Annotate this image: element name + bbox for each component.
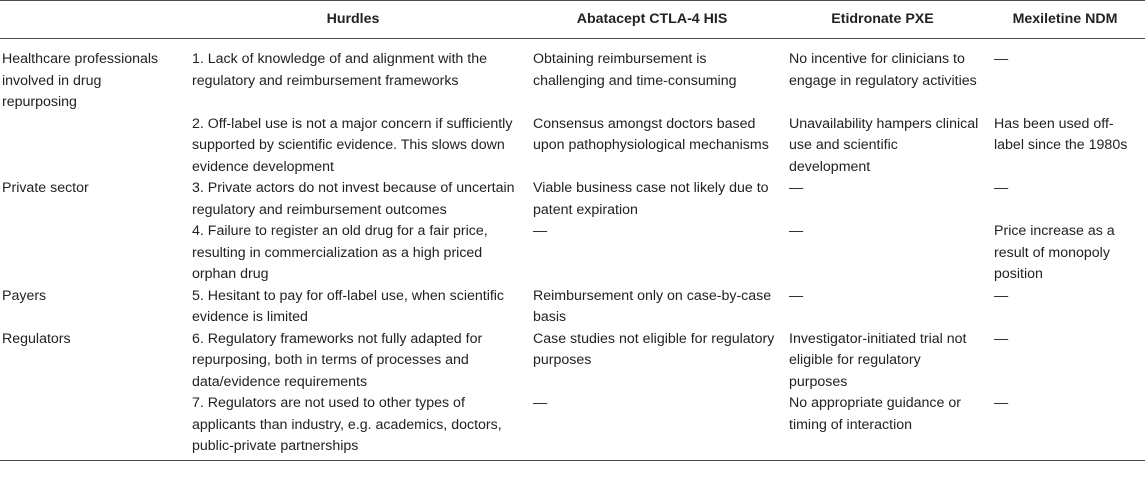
table-row [0,221,1145,286]
abatacept-cell: — [524,393,780,460]
etidronate-cell: No incentive for clinicians to engage in regulatory activities [789,51,977,89]
hurdle-cell: 1. Lack of knowledge of and alignment with the regulatory and reimbursement frameworks [192,51,487,89]
header-etidronate: Etidronate PXE [780,1,985,39]
hurdle-cell: 7. Regulators are not used to other types of applicants than industry, e.g. academics, doctors, public-private partnerships [182,393,524,460]
stakeholder-cell [0,393,182,460]
table-row [0,178,1145,221]
stakeholder-cell: Regulators [2,330,71,347]
hurdle-cell: 6. Regulatory frameworks not fully adapted for repurposing, both in terms of processes and data/evidence requirements [192,330,483,390]
table-row [0,329,1145,394]
abatacept-cell: Case studies not eligible for regulatory purposes [533,330,775,368]
header-mexiletine: Mexiletine NDM [985,1,1145,39]
table-row [0,393,1145,460]
mexiletine-cell: — [994,180,1009,196]
hurdle-cell: 4. Failure to register an old drug for a fair price, resulting in commercialization as a high priced orphan drug [192,223,488,282]
abatacept-cell: Consensus amongst doctors based upon pathophysiological mechanisms [533,115,769,153]
mexiletine-cell: — [994,330,1009,347]
stakeholder-cell [0,221,182,286]
mexiletine-cell: Has been used off-label since the 1980s [994,115,1128,153]
etidronate-cell: Investigator-initiated trial not eligible for regulatory purposes [789,330,967,390]
table-body [0,39,1145,461]
hurdle-cell: 5. Hesitant to pay for off-label use, when scientific evidence is limited [192,287,505,325]
etidronate-cell: — [789,287,804,304]
etidronate-cell: — [789,180,804,196]
abatacept-cell: — [533,223,548,239]
header-stakeholder [0,1,182,39]
table-row [0,39,1145,114]
stakeholder-cell [0,114,182,179]
etidronate-cell: — [789,223,804,239]
abatacept-cell: Obtaining reimbursement is challenging and time-consuming [533,51,737,89]
table-row [0,114,1145,179]
abatacept-cell: Viable business case not likely due to patent expiration [533,180,769,218]
header-row [0,1,1145,39]
table-row [0,286,1145,329]
header-abatacept: Abatacept CTLA-4 HIS [524,1,780,39]
stakeholder-cell: Payers [2,287,47,304]
mexiletine-cell: Price increase as a result of monopoly position [994,223,1115,282]
mexiletine-cell: — [994,51,1009,67]
etidronate-cell: No appropriate guidance or timing of interaction [780,393,985,460]
hurdle-cell: 3. Private actors do not invest because of uncertain regulatory and reimbursement outcomes [192,180,515,218]
abatacept-cell: Reimbursement only on case-by-case basis [533,287,772,325]
etidronate-cell: Unavailability hampers clinical use and scientific development [789,115,979,175]
table-header [0,1,1145,39]
stakeholder-cell: Private sector [2,180,89,196]
hurdle-cell: 2. Off-label use is not a major concern if sufficiently supported by scientific evidence. This slows down evidence development [192,115,513,175]
mexiletine-cell: — [985,393,1145,460]
mexiletine-cell: — [994,287,1009,304]
header-hurdles: Hurdles [182,1,524,39]
stakeholder-cell: Healthcare professionals involved in drug repurposing [2,51,159,110]
